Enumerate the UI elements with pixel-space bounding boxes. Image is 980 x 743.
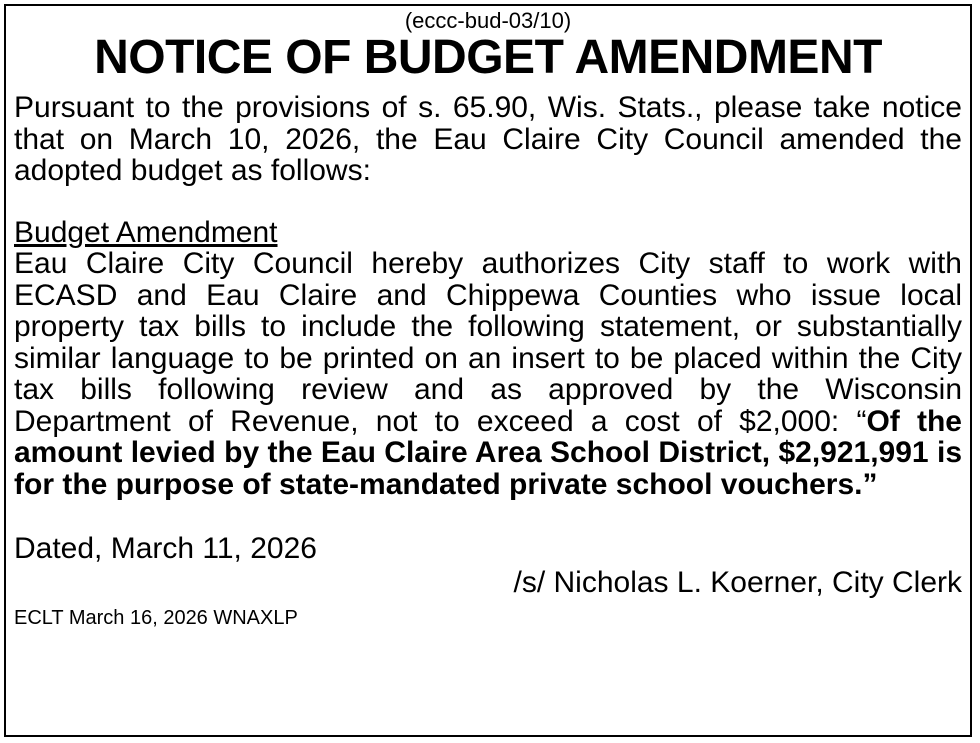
signature-line: /s/ Nicholas L. Koerner, City Clerk <box>513 566 962 599</box>
section-body <box>14 248 962 500</box>
intro-paragraph: Pursuant to the provisions of s. 65.90, Wis. Stats., please take notice that on March 10, 2026, the Eau Claire City Council amended the adopted budget as follows: <box>14 91 962 187</box>
legal-notice <box>4 4 972 737</box>
notice-reference: (eccc-bud-03/10) <box>404 8 572 33</box>
section-body-text: Eau Claire City Council hereby authorizes City staff to work with ECASD and Eau Claire and Chippewa Counties who issue local property tax bills to include the following statement, or substantially similar language to be printed on an insert to be placed within the City tax bills following review and as approved by the Wisconsin Department of Revenue, not to exceed a cost of $2,000: “ <box>14 247 962 438</box>
publication-line: ECLT March 16, 2026 WNAXLP <box>14 607 298 629</box>
section-heading: Budget Amendment <box>14 215 278 249</box>
quoted-statement: Of the amount levied by the Eau Claire Area School District, $2,921,991 is for the purpose of state-mandated private school vouchers.” <box>14 404 962 501</box>
notice-title: NOTICE OF BUDGET AMENDMENT <box>94 31 882 84</box>
dated-line: Dated, March 11, 2026 <box>14 532 317 565</box>
